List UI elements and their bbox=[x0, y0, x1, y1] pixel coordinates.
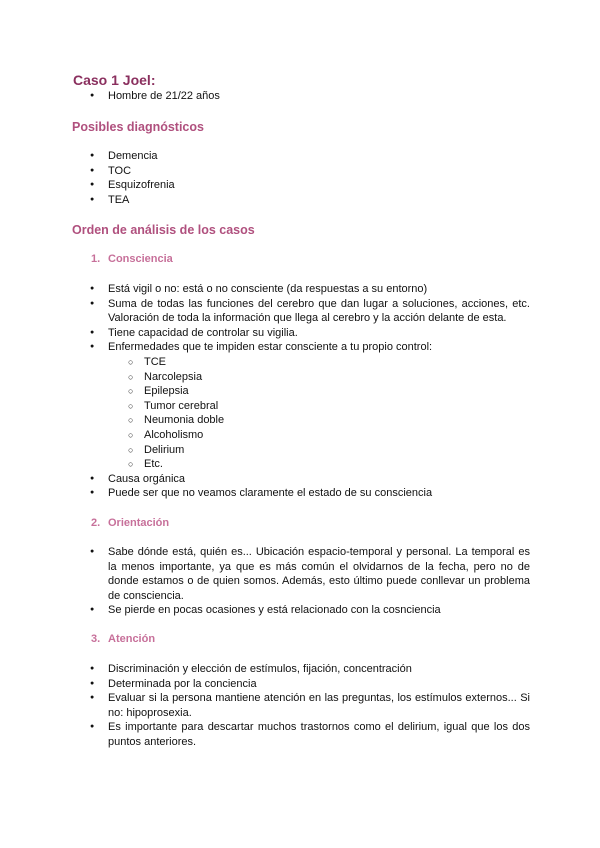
section-title: Orientación bbox=[108, 517, 170, 529]
list-item: ● Se pierde en pocas ocasiones y está relacionado con la cosnciencia bbox=[90, 603, 530, 618]
sublist-item: ○ TCE bbox=[128, 355, 530, 370]
patient-list bbox=[90, 89, 530, 104]
list-item: ● Es importante para descartar muchos trastornos como el delirium, igual que los dos puntos anteriores. bbox=[90, 720, 530, 749]
section-title: Consciencia bbox=[108, 253, 173, 265]
section-number: 2. bbox=[91, 517, 101, 529]
list-item: ● Causa orgánica bbox=[90, 472, 530, 487]
section-number: 1. bbox=[91, 253, 101, 265]
sublist-item: ○ Etc. bbox=[128, 457, 530, 472]
diagnoses-heading: Posibles diagnósticos bbox=[72, 120, 204, 134]
section-title: Atención bbox=[108, 633, 156, 645]
list-item: ● Está vigil o no: está o no consciente (da respuestas a su entorno) bbox=[90, 282, 530, 297]
list-item: ● Determinada por la conciencia bbox=[90, 677, 530, 692]
section-heading-consciencia bbox=[91, 253, 173, 265]
consciencia-list bbox=[90, 282, 530, 501]
atencion-list bbox=[90, 662, 530, 750]
list-item: ● TEA bbox=[90, 193, 530, 208]
section-number: 3. bbox=[91, 633, 101, 645]
list-item: ● Evaluar si la persona mantiene atención en las preguntas, los estímulos externos... Si no: hipoprosexia. bbox=[90, 691, 530, 720]
section-heading-orientacion bbox=[91, 517, 169, 529]
list-item: ● Suma de todas las funciones del cerebro que dan lugar a soluciones, acciones, etc. Valoración de toda la información que llega al cerebro y la acción delante de esta. bbox=[90, 297, 530, 326]
list-item: ● Hombre de 21/22 años bbox=[90, 89, 530, 104]
sublist-item: ○ Tumor cerebral bbox=[128, 399, 530, 414]
analysis-order-heading: Orden de análisis de los casos bbox=[72, 223, 255, 237]
sublist-item: ○ Narcolepsia bbox=[128, 370, 530, 385]
list-item: ● Sabe dónde está, quién es... Ubicación espacio-temporal y personal. La temporal es la menos importante, ya que es más común el olvidarnos de la fecha, pero no de donde estamos o de quien somos. Además, esto último puede conllevar un problema de consciencia. bbox=[90, 545, 530, 603]
diagnoses-list bbox=[90, 149, 530, 207]
list-item: ● Discriminación y elección de estímulos, fijación, concentración bbox=[90, 662, 530, 677]
list-item: ● Tiene capacidad de controlar su vigilia. bbox=[90, 326, 530, 341]
section-heading-atencion bbox=[91, 633, 155, 645]
diseases-sublist bbox=[128, 355, 530, 472]
list-item: ● Demencia bbox=[90, 149, 530, 164]
list-item: ● Puede ser que no veamos claramente el estado de su consciencia bbox=[90, 486, 530, 501]
list-item bbox=[90, 340, 530, 471]
list-item-text: Enfermedades que te impiden estar consciente a tu propio control: bbox=[108, 341, 433, 354]
sublist-item: ○ Alcoholismo bbox=[128, 428, 530, 443]
case-title: Caso 1 Joel: bbox=[73, 72, 156, 88]
sublist-item: ○ Neumonia doble bbox=[128, 413, 530, 428]
sublist-item: ○ Epilepsia bbox=[128, 384, 530, 399]
sublist-item: ○ Delirium bbox=[128, 443, 530, 458]
orientacion-list bbox=[90, 545, 530, 618]
list-item: ● Esquizofrenia bbox=[90, 178, 530, 193]
list-item: ● TOC bbox=[90, 164, 530, 179]
